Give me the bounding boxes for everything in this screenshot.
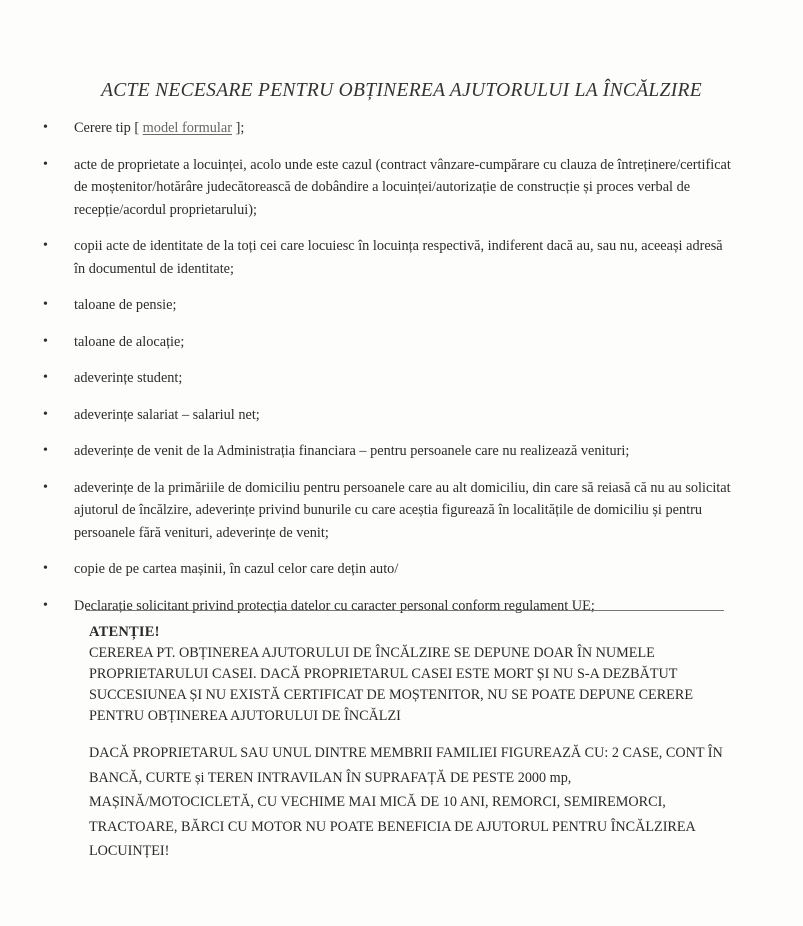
list-item xyxy=(43,294,733,317)
bullet-icon: • xyxy=(43,120,48,135)
list-item-text: copii acte de identitate de la toți cei care locuiesc în locuința respectivă, indiferent dacă au, sau nu, aceeași adresă în documentul de identitate; xyxy=(74,238,723,277)
list-item xyxy=(43,331,733,354)
bullet-icon: • xyxy=(43,561,48,576)
notice-paragraph-owner: CEREREA PT. OBȚINEREA AJUTORULUI DE ÎNCĂLZIRE SE DEPUNE DOAR ÎN NUMELE PROPRIETARULUI CASEI. DACĂ PROPRIETARUL CASEI ESTE MORT ȘI NU S-A DEZBĂTUT SUCCESIUNEA ȘI NU EXISTĂ CERTIFICAT DE MOȘTENITOR, NU SE POATE DEPUNE CERERE PENTRU OBȚINEREA AJUTORULUI DE ÎNCĂLZI xyxy=(89,645,693,724)
bullet-icon: • xyxy=(43,406,48,422)
list-item xyxy=(43,477,733,545)
bullet-icon: • xyxy=(43,333,48,349)
list-item-text: copie de pe cartea mașinii, în cazul celor care dețin auto/ xyxy=(74,561,399,577)
document-title: ACTE NECESARE PENTRU OBȚINEREA AJUTORULUI LA ÎNCĂLZIRE xyxy=(101,80,702,101)
bullet-icon: • xyxy=(43,156,48,172)
list-item xyxy=(43,440,733,463)
list-item-suffix: ]; xyxy=(232,120,245,136)
bullet-icon: • xyxy=(43,597,48,613)
bullet-icon: • xyxy=(43,370,48,385)
required-documents-list xyxy=(43,117,733,631)
list-item-text: taloane de pensie; xyxy=(74,297,177,313)
list-item-text: adeverințe de venit de la Administrația financiara – pentru persoanele care nu realizează venituri; xyxy=(74,443,630,459)
list-item xyxy=(43,595,733,618)
bullet-icon: • xyxy=(43,479,48,495)
bullet-icon: • xyxy=(43,238,48,253)
list-item-text: acte de proprietate a locuinței, acolo unde este cazul (contract vânzare-cumpărare cu clauza de întreținere/certificat de moștenitor/hotărâre judecătorească de dobândire a locuinței/autorizație de construcție și proces verbal de recepție/acordul proprietarului); xyxy=(74,156,731,218)
attention-notice xyxy=(89,622,729,864)
list-item xyxy=(43,154,733,222)
list-item-text: adeverințe student; xyxy=(74,370,183,386)
list-item xyxy=(43,117,733,140)
bullet-icon: • xyxy=(43,297,48,312)
list-item-text: adeverințe salariat – salariul net; xyxy=(74,406,260,423)
notice-paragraph-exclusions: DACĂ PROPRIETARUL SAU UNUL DINTRE MEMBRII FAMILIEI FIGUREAZĂ CU: 2 CASE, CONT ÎN BANCĂ, CURTE și TEREN INTRAVILAN ÎN SUPRAFAȚĂ DE PESTE 2000 mp, MAȘINĂ/MOTOCICLETĂ, CU VECHIME MAI MICĂ DE 10 ANI, REMORCI, SEMIREMORCI, TRACTOARE, BĂRCI CU MOTOR NU POATE BENEFICIA DE AJUTORUL PENTRU ÎNCĂLZIREA LOCUINȚEI! xyxy=(89,745,723,859)
model-formular-link[interactable]: model formular xyxy=(142,120,232,136)
list-item xyxy=(43,558,733,581)
list-item-text: Declarație solicitant privind protecția datelor cu caracter personal conform regulament UE; xyxy=(74,597,595,614)
bullet-icon: • xyxy=(43,443,48,458)
list-item-prefix: Cerere tip [ xyxy=(74,120,143,136)
list-item-text: adeverințe de la primăriile de domiciliu pentru persoanele care au alt domiciliu, din care să reiasă că nu au solicitat ajutorul de încălzire, adeverințe privind bunurile cu care aceștia figurează în localitățile de domiciliu și pentru persoanele fără venituri, adeverințe de venit; xyxy=(74,479,731,541)
list-item xyxy=(43,404,733,427)
list-item-text: taloane de alocație; xyxy=(74,333,185,350)
list-item xyxy=(43,367,733,390)
notice-heading: ATENȚIE! xyxy=(89,624,160,640)
section-divider xyxy=(86,610,724,611)
list-item xyxy=(43,235,733,280)
